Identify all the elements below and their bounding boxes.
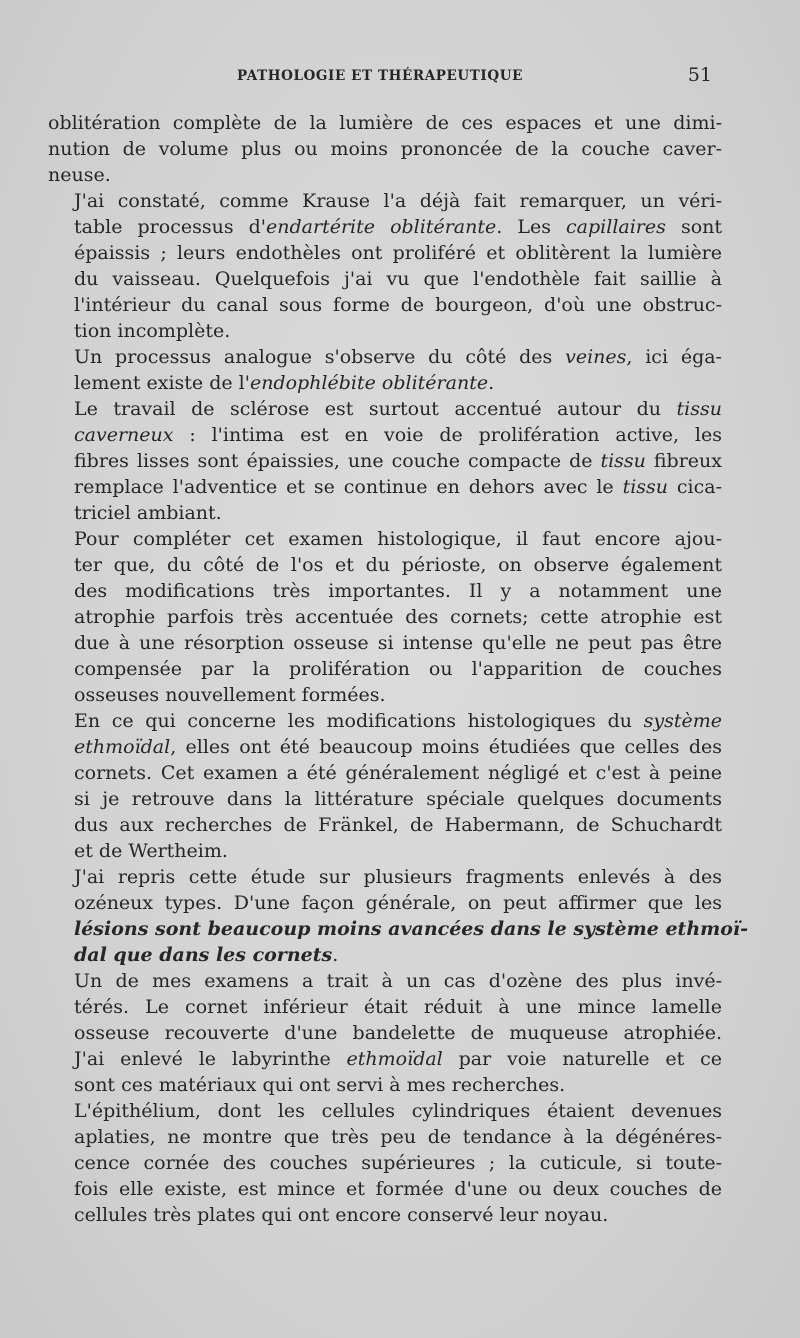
text-line: neuse. <box>48 164 111 186</box>
text-line: nution de volume plus ou moins prononcée de la couche caver- <box>48 138 722 160</box>
text-line: Un de mes examens a trait à un cas d'ozène des plus invé- <box>74 970 722 992</box>
text-line: fois elle existe, est mince et formée d'une ou deux couches de <box>74 1178 722 1200</box>
paragraph <box>48 708 722 864</box>
text-line: En ce qui concerne les modifications histologiques du système <box>74 710 722 732</box>
paragraph <box>48 110 722 188</box>
text-line: ozéneux types. D'une façon générale, on peut affirmer que les <box>74 892 722 914</box>
text-line: ethmoïdal, elles ont été beaucoup moins étudiées que celles des <box>74 736 722 758</box>
text-line: compensée par la prolifération ou l'apparition de couches <box>74 658 722 680</box>
text-line: caverneux : l'intima est en voie de prolifération active, les <box>74 424 722 446</box>
text-line: Le travail de sclérose est surtout accentué autour du tissu <box>74 398 722 420</box>
text-line: L'épithélium, dont les cellules cylindriques étaient devenues <box>74 1100 722 1122</box>
text-line: si je retrouve dans la littérature spéciale quelques documents <box>74 788 722 810</box>
text-line: dus aux recherches de Fränkel, de Habermann, de Schuchardt <box>74 814 722 836</box>
text-line: épaissis ; leurs endothèles ont proliféré et oblitèrent la lumière <box>74 242 722 264</box>
text-line: l'intérieur du canal sous forme de bourgeon, d'où une obstruc- <box>74 294 722 316</box>
paragraph <box>48 864 749 968</box>
text-line: J'ai repris cette étude sur plusieurs fragments enlevés à des <box>74 866 722 888</box>
text-line: des modifications très importantes. Il y a notamment une <box>74 580 722 602</box>
running-title: PATHOLOGIE ET THÉRAPEUTIQUE <box>237 68 523 84</box>
text-line: sont ces matériaux qui ont servi à mes recherches. <box>74 1074 566 1096</box>
text-line: lement existe de l'endophlébite oblitérante. <box>74 372 495 394</box>
text-line: J'ai enlevé le labyrinthe ethmoïdal par voie naturelle et ce <box>74 1048 722 1070</box>
text-line: oblitération complète de la lumière de ces espaces et une dimi- <box>48 112 722 134</box>
paragraph <box>48 968 722 1098</box>
text-line: cornets. Cet examen a été généralement négligé et c'est à peine <box>74 762 722 784</box>
text-line: osseuses nouvellement formées. <box>74 684 386 706</box>
text-line: aplaties, ne montre que très peu de tendance à la dégénéres- <box>74 1126 722 1148</box>
text-line: tion incomplète. <box>74 320 231 342</box>
text-line: triciel ambiant. <box>74 502 222 524</box>
text-line: cellules très plates qui ont encore conservé leur noyau. <box>74 1204 609 1226</box>
page-header <box>48 64 712 88</box>
text-line: dal que dans les cornets. <box>74 944 339 966</box>
text-line: ter que, du côté de l'os et du périoste, on observe également <box>74 554 722 576</box>
text-line: lésions sont beaucoup moins avancées dans le système ethmoï- <box>74 918 749 940</box>
text-line: table processus d'endartérite oblitérante. Les capillaires sont <box>74 216 723 238</box>
paragraph <box>48 1098 722 1228</box>
text-line: remplace l'adventice et se continue en dehors avec le tissu cica- <box>74 476 722 498</box>
page-number: 51 <box>687 64 712 86</box>
paragraph <box>48 526 722 708</box>
paragraph <box>48 188 722 344</box>
text-line: Pour compléter cet examen histologique, il faut encore ajou- <box>74 528 722 550</box>
paragraph <box>48 396 722 526</box>
text-line: fibres lisses sont épaissies, une couche compacte de tissu fibreux <box>74 450 722 472</box>
text-line: Un processus analogue s'observe du côté des veines, ici éga- <box>74 346 722 368</box>
text-line: cence cornée des couches supérieures ; la cuticule, si toute- <box>74 1152 722 1174</box>
text-line: J'ai constaté, comme Krause l'a déjà fait remarquer, un véri- <box>74 190 722 212</box>
text-line: du vaisseau. Quelquefois j'ai vu que l'endothèle fait saillie à <box>74 268 722 290</box>
text-line: térés. Le cornet inférieur était réduit à une mince lamelle <box>74 996 722 1018</box>
text-line: osseuse recouverte d'une bandelette de muqueuse atrophiée. <box>74 1022 722 1044</box>
text-line: atrophie parfois très accentuée des cornets; cette atrophie est <box>74 606 722 628</box>
paragraph <box>48 344 722 396</box>
body-text <box>48 110 749 1228</box>
text-line: due à une résorption osseuse si intense qu'elle ne peut pas être <box>74 632 722 654</box>
text-line: et de Wertheim. <box>74 840 228 862</box>
